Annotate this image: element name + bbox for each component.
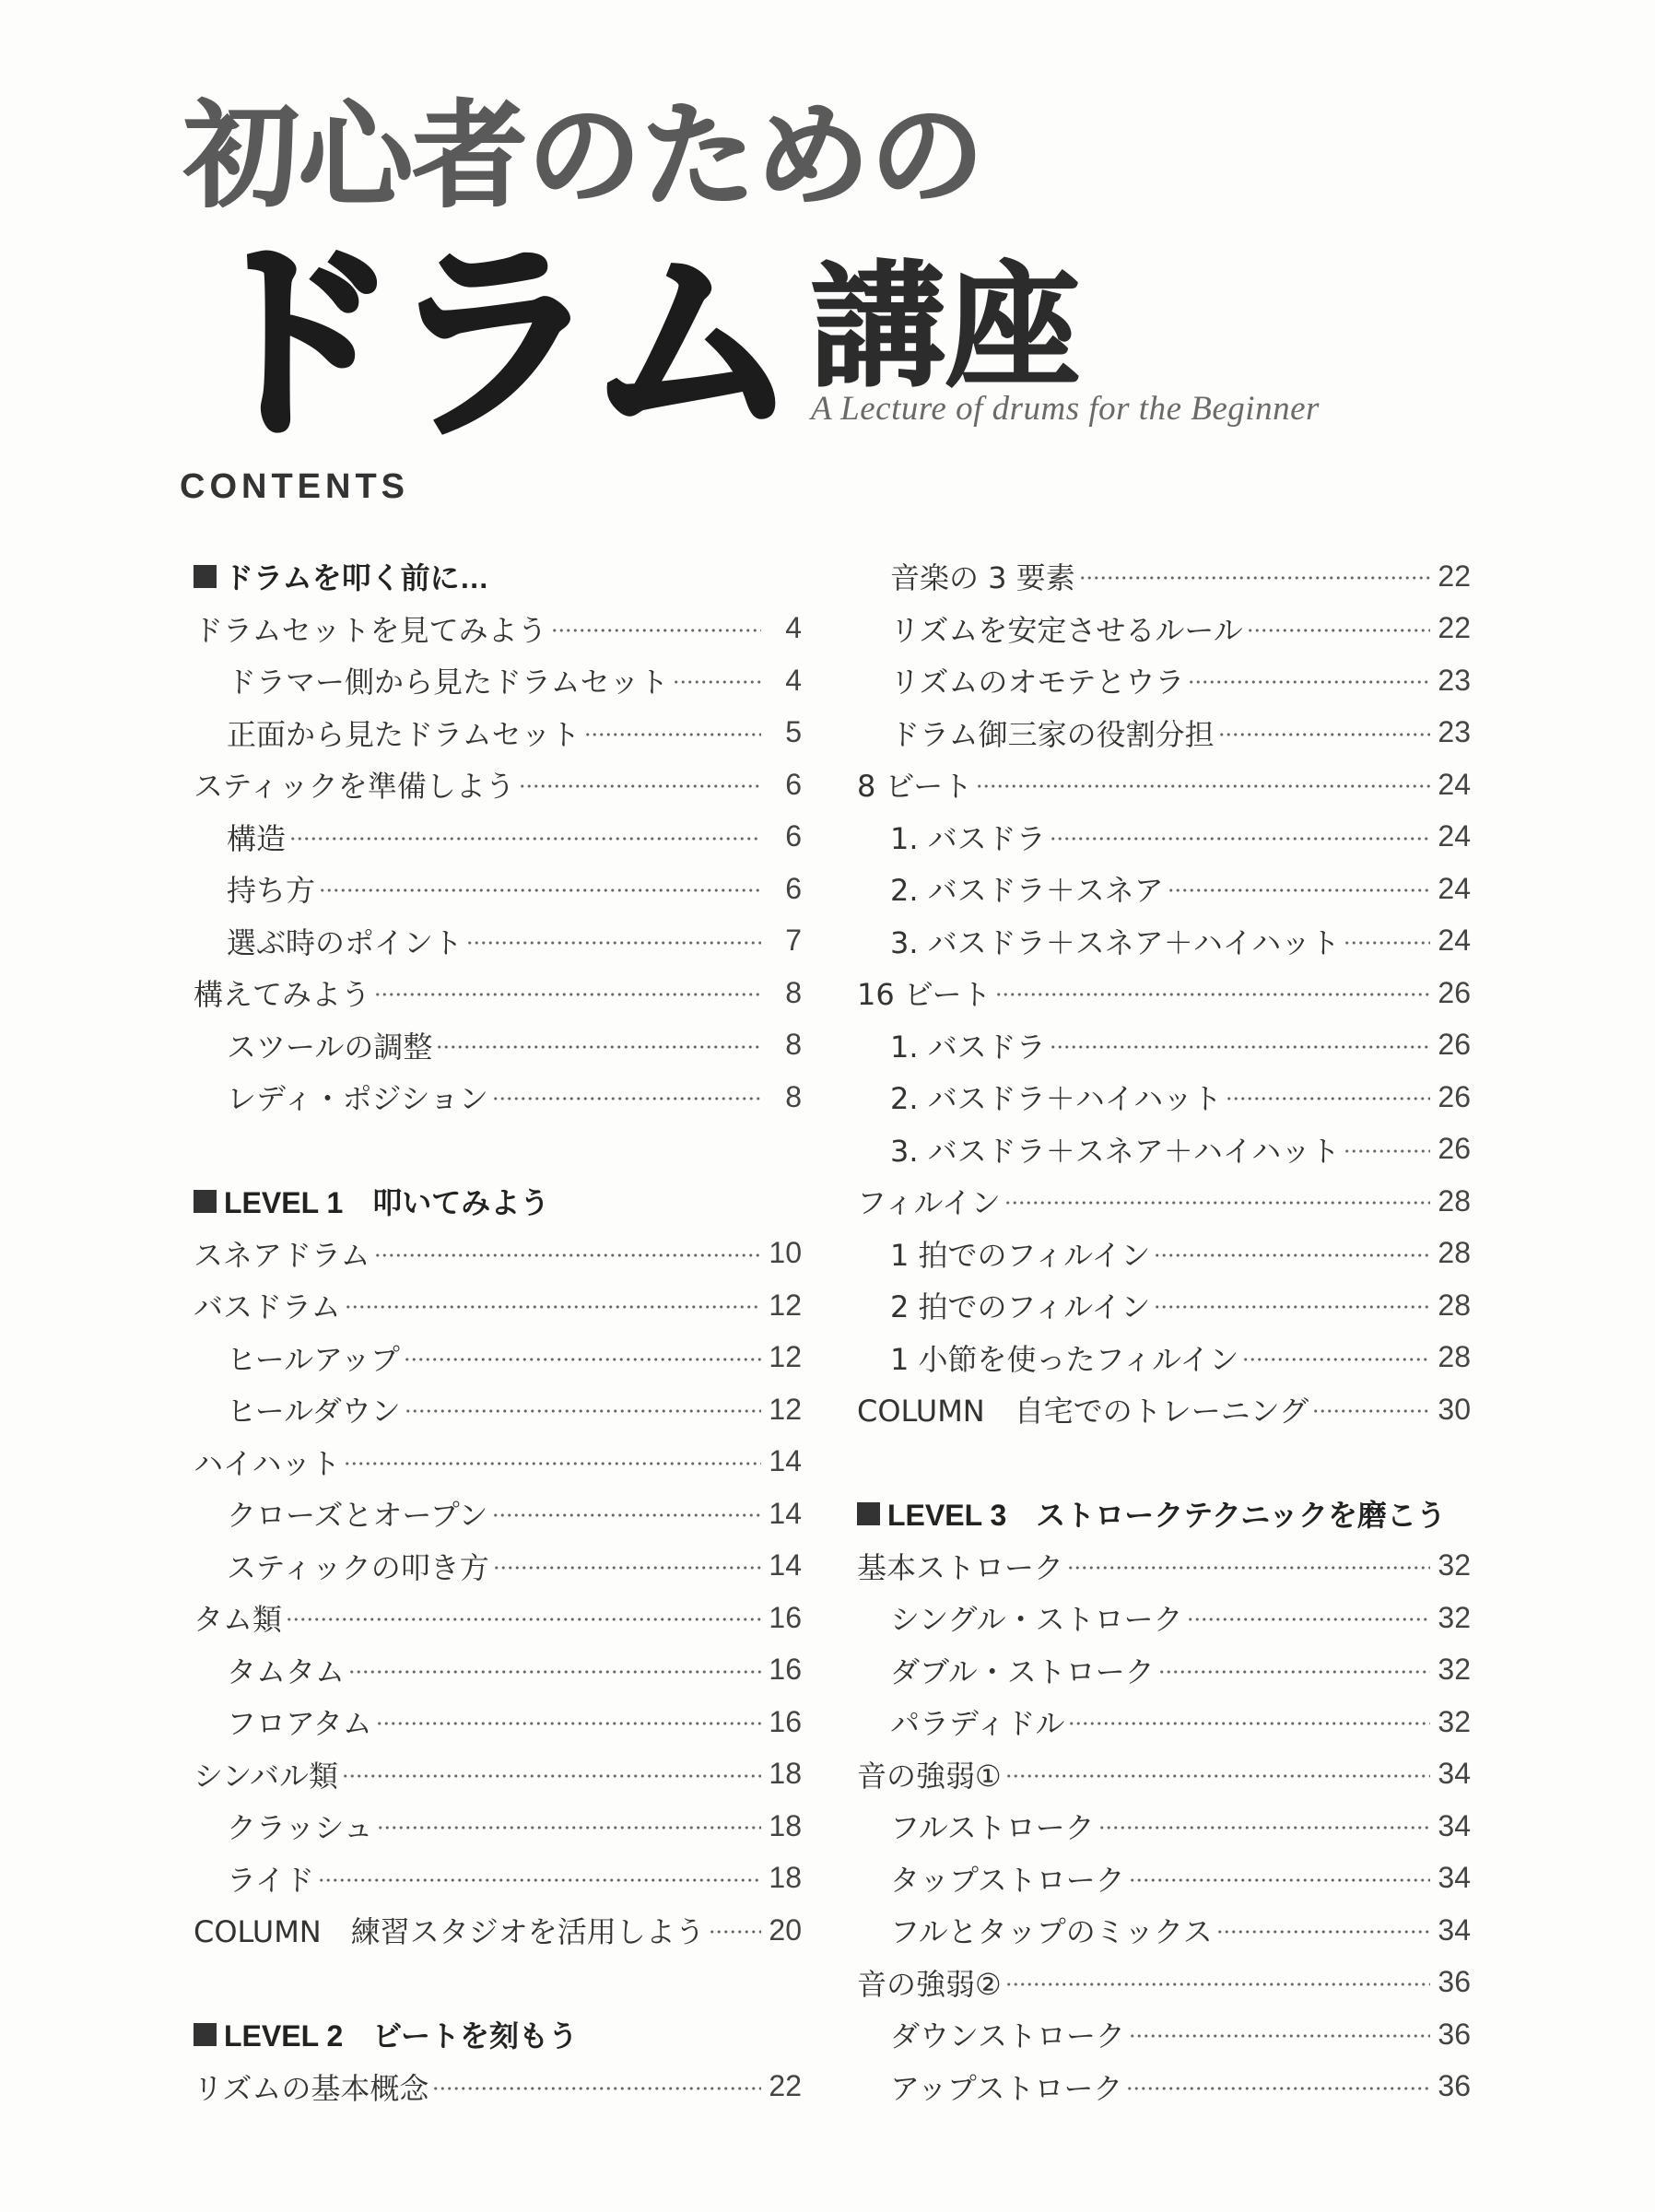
dot-leader bbox=[1154, 1253, 1430, 1258]
toc-entry bbox=[857, 1957, 1471, 2009]
toc-entry-label: ダブル・ストローク bbox=[890, 1653, 1155, 1689]
toc-entry bbox=[857, 759, 1471, 811]
toc-page-number: 28 bbox=[1438, 1340, 1471, 1374]
dot-leader bbox=[1226, 1096, 1430, 1101]
toc-page-number: 12 bbox=[769, 1392, 802, 1426]
dot-leader bbox=[1247, 628, 1430, 633]
toc-entry bbox=[194, 1436, 802, 1488]
toc-entry bbox=[194, 1228, 802, 1280]
dot-leader bbox=[1068, 1721, 1430, 1726]
dot-leader bbox=[709, 1929, 761, 1935]
dot-leader bbox=[436, 1044, 761, 1050]
toc-entry bbox=[194, 1748, 802, 1801]
toc-entry-label: タムタム bbox=[227, 1653, 346, 1689]
toc-entry-label: 2. バスドラ＋スネア bbox=[890, 873, 1164, 909]
toc-entry bbox=[194, 1904, 802, 1957]
toc-section-heading bbox=[857, 1488, 1471, 1540]
toc-page-number: 34 bbox=[1438, 1808, 1471, 1842]
toc-entry bbox=[857, 2008, 1471, 2061]
toc-page-number: 26 bbox=[1438, 1028, 1471, 1062]
toc-entry-label: リズムの基本概念 bbox=[194, 2070, 429, 2106]
toc-page-number: 34 bbox=[1438, 1757, 1471, 1791]
toc-entry-label: 8 ビート bbox=[857, 769, 973, 805]
toc-entry-label: スネアドラム bbox=[194, 1237, 370, 1273]
toc-entry bbox=[857, 1279, 1471, 1332]
toc-entry-label: タップストローク bbox=[890, 1862, 1125, 1898]
dot-leader bbox=[1344, 1148, 1430, 1154]
toc-page-number: 4 bbox=[785, 663, 802, 697]
toc-page-number: 16 bbox=[769, 1704, 802, 1738]
dot-leader bbox=[976, 783, 1430, 789]
toc-entry bbox=[857, 1540, 1471, 1593]
toc-page-number: 4 bbox=[785, 611, 802, 645]
section-spacer bbox=[194, 1124, 802, 1176]
toc-entry bbox=[857, 1644, 1471, 1697]
toc-section-label: LEVEL 3 ストロークテクニックを磨こう bbox=[887, 1499, 1447, 1533]
toc-entry-label: 構えてみよう bbox=[194, 977, 371, 1013]
toc-entry bbox=[194, 2061, 802, 2113]
toc-entry bbox=[194, 915, 802, 968]
toc-entry-label: 3. バスドラ＋スネア＋ハイハット bbox=[890, 924, 1341, 960]
dot-leader bbox=[1188, 679, 1430, 685]
dot-leader bbox=[405, 1408, 761, 1414]
dot-leader bbox=[404, 1357, 761, 1362]
toc-entry-label: レディ・ポジション bbox=[227, 1081, 489, 1117]
toc-entry bbox=[857, 654, 1471, 707]
toc-entry bbox=[194, 1540, 802, 1593]
dot-leader bbox=[348, 1669, 761, 1675]
dot-leader bbox=[1129, 2033, 1430, 2039]
toc-entry-label: ヒールアップ bbox=[227, 1341, 400, 1377]
toc-entry-label: 選ぶ時のポイント bbox=[227, 924, 464, 960]
toc-entry bbox=[194, 1800, 802, 1853]
toc-page-number: 16 bbox=[769, 1600, 802, 1634]
title-main: ドラム bbox=[186, 225, 787, 464]
toc-page-number: 18 bbox=[769, 1808, 802, 1842]
square-bullet-icon bbox=[194, 565, 217, 588]
dot-leader bbox=[1154, 1304, 1430, 1310]
toc-entry-label: ドラマー側から見たドラムセット bbox=[227, 665, 669, 700]
dot-leader bbox=[1005, 1982, 1430, 1987]
toc-page-number: 24 bbox=[1438, 819, 1471, 853]
toc-page-number: 32 bbox=[1438, 1704, 1471, 1738]
dot-leader bbox=[1067, 1565, 1430, 1571]
toc-entry-label: 1 拍でのフィルイン bbox=[890, 1237, 1151, 1273]
title-suffix: 講座 bbox=[811, 252, 1080, 402]
dot-leader bbox=[492, 1096, 761, 1101]
toc-entry bbox=[857, 915, 1471, 968]
dot-leader bbox=[374, 992, 761, 997]
toc-page-number: 6 bbox=[785, 819, 802, 853]
dot-leader bbox=[493, 1565, 761, 1571]
toc-entry bbox=[857, 1748, 1471, 1801]
dot-leader bbox=[1126, 2086, 1430, 2091]
toc-page-number: 32 bbox=[1438, 1653, 1471, 1687]
toc-column-left bbox=[194, 550, 802, 2112]
toc-entry-label: フルとタップのミックス bbox=[890, 1914, 1213, 1950]
toc-page-number: 26 bbox=[1438, 975, 1471, 1009]
toc-entry bbox=[194, 759, 802, 811]
toc-entry-label: 構造 bbox=[227, 820, 287, 856]
dot-leader bbox=[344, 1461, 761, 1466]
contents-heading: CONTENTS bbox=[180, 467, 409, 506]
dot-leader bbox=[377, 1825, 761, 1830]
toc-page-number: 22 bbox=[1438, 611, 1471, 645]
dot-leader bbox=[492, 1512, 761, 1518]
toc-page-number: 30 bbox=[1438, 1392, 1471, 1426]
toc-entry bbox=[194, 1332, 802, 1384]
toc-entry-label: シンバル類 bbox=[194, 1758, 338, 1794]
toc-entry bbox=[194, 811, 802, 864]
toc-entry-label: フルストローク bbox=[890, 1810, 1095, 1846]
toc-page-number: 23 bbox=[1438, 663, 1471, 697]
dot-leader bbox=[1344, 940, 1430, 946]
toc-page-number: 23 bbox=[1438, 715, 1471, 749]
toc-entry bbox=[857, 1696, 1471, 1748]
toc-entry-label: 音の強弱① bbox=[857, 1758, 1002, 1794]
toc-entry bbox=[857, 811, 1471, 864]
toc-entry bbox=[194, 967, 802, 1019]
toc-entry bbox=[857, 1332, 1471, 1384]
dot-leader bbox=[342, 1773, 761, 1779]
toc-entry bbox=[194, 1696, 802, 1748]
toc-entry bbox=[857, 603, 1471, 655]
toc-entry-label: 音の強弱② bbox=[857, 1966, 1002, 2002]
dot-leader bbox=[286, 1617, 761, 1622]
toc-entry-label: タム類 bbox=[194, 1602, 283, 1638]
toc-entry-label: バスドラム bbox=[194, 1289, 341, 1325]
toc-entry-label: 3. バスドラ＋スネア＋ハイハット bbox=[890, 1133, 1341, 1169]
dot-leader bbox=[584, 732, 761, 737]
toc-section-heading bbox=[194, 2008, 802, 2061]
toc-entry-label: COLUMN 練習スタジオを活用しよう bbox=[194, 1914, 705, 1950]
toc-entry-label: ヒールダウン bbox=[227, 1394, 401, 1430]
toc-page-number: 22 bbox=[769, 2069, 802, 2103]
toc-entry-label: 2. バスドラ＋ハイハット bbox=[890, 1081, 1223, 1117]
toc-entry bbox=[857, 1124, 1471, 1176]
toc-section-heading bbox=[194, 550, 802, 603]
toc-page-number: 26 bbox=[1438, 1079, 1471, 1113]
toc-page-number: 28 bbox=[1438, 1236, 1471, 1270]
toc-entry-label: アップストローク bbox=[890, 2070, 1123, 2106]
toc-entry-label: シングル・ストローク bbox=[890, 1602, 1183, 1638]
toc-entry-label: 2 拍でのフィルイン bbox=[890, 1289, 1151, 1325]
toc-entry-label: スティックの叩き方 bbox=[227, 1549, 489, 1585]
toc-entry bbox=[194, 1853, 802, 1905]
toc-page-number: 7 bbox=[785, 924, 802, 958]
toc-page-number: 24 bbox=[1438, 871, 1471, 905]
toc-entry-label: 持ち方 bbox=[227, 873, 316, 909]
toc-entry bbox=[194, 1488, 802, 1540]
dot-leader bbox=[466, 940, 761, 946]
toc-entry-label: スツールの調整 bbox=[227, 1029, 433, 1065]
toc-entry bbox=[857, 707, 1471, 759]
toc-section-label: ドラムを叩く前に… bbox=[224, 561, 489, 595]
toc-entry-label: 1. バスドラ bbox=[890, 820, 1046, 856]
toc-entry bbox=[194, 1019, 802, 1072]
toc-page-number: 18 bbox=[769, 1861, 802, 1895]
dot-leader bbox=[376, 1721, 761, 1726]
toc-page-number: 10 bbox=[769, 1236, 802, 1270]
toc-entry bbox=[857, 1019, 1471, 1072]
toc-page-number: 16 bbox=[769, 1653, 802, 1687]
toc-entry bbox=[194, 1644, 802, 1697]
dot-leader bbox=[1312, 1408, 1430, 1414]
toc-entry-label: 音楽の 3 要素 bbox=[890, 560, 1075, 596]
toc-entry bbox=[857, 1800, 1471, 1853]
toc-entry-label: ドラムセットを見てみよう bbox=[194, 612, 547, 648]
title-line1: 初心者のための bbox=[184, 93, 985, 220]
toc-entry bbox=[857, 1383, 1471, 1436]
dot-leader bbox=[319, 888, 761, 893]
toc-page-number: 22 bbox=[1438, 559, 1471, 593]
toc-page-number: 8 bbox=[785, 975, 802, 1009]
toc-entry bbox=[857, 1904, 1471, 1957]
toc-entry bbox=[857, 1592, 1471, 1644]
dot-leader bbox=[432, 2086, 761, 2091]
toc-page-number: 28 bbox=[1438, 1183, 1471, 1218]
dot-leader bbox=[1004, 1200, 1430, 1206]
title-subtitle: A Lecture of drums for the Beginner bbox=[811, 390, 1320, 428]
toc-page-number: 6 bbox=[785, 871, 802, 905]
toc-entry-label: 1 小節を使ったフィルイン bbox=[890, 1341, 1239, 1377]
dot-leader bbox=[318, 1877, 761, 1883]
toc-page-number: 24 bbox=[1438, 767, 1471, 801]
toc-page-number: 32 bbox=[1438, 1548, 1471, 1583]
toc-entry bbox=[857, 550, 1471, 603]
toc-section-heading bbox=[194, 1175, 802, 1228]
toc-entry-label: ハイハット bbox=[194, 1445, 341, 1481]
dot-leader bbox=[289, 836, 761, 841]
toc-entry bbox=[194, 654, 802, 707]
square-bullet-icon bbox=[194, 1190, 217, 1213]
toc-page-number: 20 bbox=[769, 1912, 802, 1947]
toc-page-number: 14 bbox=[769, 1444, 802, 1478]
dot-leader bbox=[551, 628, 761, 633]
square-bullet-icon bbox=[857, 1502, 880, 1525]
toc-entry-label: 基本ストローク bbox=[857, 1549, 1064, 1585]
toc-page-number: 34 bbox=[1438, 1861, 1471, 1895]
toc-page-number: 8 bbox=[785, 1028, 802, 1062]
toc-entry bbox=[194, 863, 802, 915]
section-spacer bbox=[194, 1957, 802, 2009]
toc-entry-label: フィルイン bbox=[857, 1185, 1001, 1221]
toc-page-number: 36 bbox=[1438, 1965, 1471, 1999]
dot-leader bbox=[374, 1253, 761, 1258]
toc-entry bbox=[194, 707, 802, 759]
toc-page-number: 32 bbox=[1438, 1600, 1471, 1634]
dot-leader bbox=[995, 992, 1430, 997]
toc-page-number: 8 bbox=[785, 1079, 802, 1113]
toc-page-number: 12 bbox=[769, 1340, 802, 1374]
toc-entry bbox=[857, 2061, 1471, 2113]
dot-leader bbox=[1158, 1669, 1430, 1675]
dot-leader bbox=[1005, 1773, 1430, 1779]
toc-entry-label: フロアタム bbox=[227, 1706, 372, 1742]
toc-page-number: 6 bbox=[785, 767, 802, 801]
toc-entry bbox=[857, 967, 1471, 1019]
toc-entry bbox=[194, 603, 802, 655]
toc-page-number: 5 bbox=[785, 715, 802, 749]
dot-leader bbox=[345, 1304, 761, 1310]
toc-page-number: 18 bbox=[769, 1757, 802, 1791]
dot-leader bbox=[1098, 1825, 1430, 1830]
toc-entry-label: クラッシュ bbox=[227, 1810, 373, 1846]
toc-entry bbox=[194, 1383, 802, 1436]
toc-entry bbox=[857, 1071, 1471, 1124]
toc-entry bbox=[857, 1228, 1471, 1280]
dot-leader bbox=[1187, 1617, 1430, 1622]
toc-entry-label: リズムを安定させるルール bbox=[890, 612, 1243, 648]
dot-leader bbox=[1079, 575, 1430, 581]
toc-page-number: 12 bbox=[769, 1288, 802, 1322]
toc-entry-label: 1. バスドラ bbox=[890, 1029, 1046, 1065]
dot-leader bbox=[1242, 1357, 1430, 1362]
toc-entry-label: ダウンストローク bbox=[890, 2018, 1126, 2054]
dot-leader bbox=[1129, 1877, 1430, 1883]
toc-page-number: 36 bbox=[1438, 2069, 1471, 2103]
toc-page-number: 24 bbox=[1438, 924, 1471, 958]
toc-page-number: 34 bbox=[1438, 1912, 1471, 1947]
dot-leader bbox=[1218, 732, 1430, 737]
toc-entry-label: スティックを準備しよう bbox=[194, 769, 515, 805]
toc-column-right bbox=[857, 550, 1471, 2112]
toc-entry bbox=[194, 1071, 802, 1124]
toc-page-number: 28 bbox=[1438, 1288, 1471, 1322]
toc-entry bbox=[857, 1175, 1471, 1228]
toc-page-number: 26 bbox=[1438, 1132, 1471, 1166]
toc-page-number: 14 bbox=[769, 1496, 802, 1530]
toc-entry bbox=[194, 1279, 802, 1332]
toc-entry-label: リズムのオモテとウラ bbox=[890, 665, 1185, 700]
section-spacer bbox=[857, 1436, 1471, 1488]
dot-leader bbox=[1050, 1044, 1430, 1050]
toc-entry bbox=[857, 1853, 1471, 1905]
toc-entry-label: 16 ビート bbox=[857, 977, 992, 1013]
toc-page-number: 36 bbox=[1438, 2017, 1471, 2051]
toc-entry-label: ライド bbox=[227, 1862, 315, 1898]
dot-leader bbox=[1168, 888, 1430, 893]
square-bullet-icon bbox=[194, 2023, 217, 2046]
toc-entry-label: COLUMN 自宅でのトレーニング bbox=[857, 1394, 1309, 1430]
dot-leader bbox=[1216, 1929, 1430, 1935]
toc-section-label: LEVEL 1 叩いてみよう bbox=[224, 1186, 550, 1220]
toc-entry bbox=[194, 1592, 802, 1644]
dot-leader bbox=[673, 679, 761, 685]
dot-leader bbox=[519, 783, 761, 789]
toc-entry-label: クローズとオープン bbox=[227, 1498, 488, 1534]
toc-entry-label: 正面から見たドラムセット bbox=[227, 716, 581, 752]
toc-page-number: 14 bbox=[769, 1548, 802, 1583]
dot-leader bbox=[1050, 836, 1430, 841]
toc-entry-label: ドラム御三家の役割分担 bbox=[890, 716, 1215, 752]
toc-entry bbox=[857, 863, 1471, 915]
toc-section-label: LEVEL 2 ビートを刻もう bbox=[224, 2019, 578, 2053]
toc-entry-label: パラディドル bbox=[890, 1706, 1065, 1742]
